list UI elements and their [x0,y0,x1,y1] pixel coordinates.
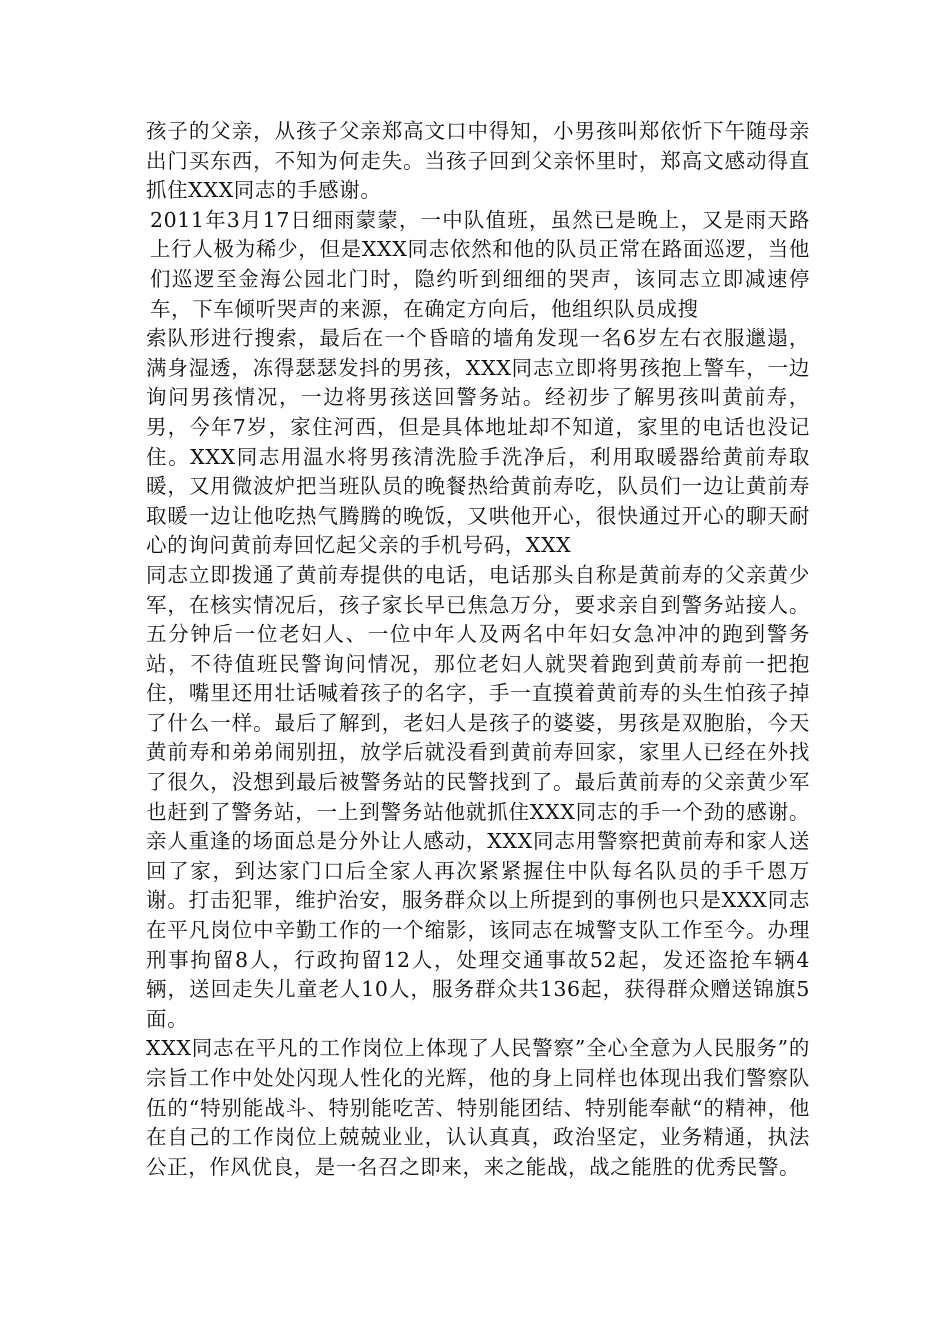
paragraph-5: XXX同志在平凡的工作岗位上体现了人民警察”全心全意为人民服务”的宗旨工作中处处闪现人性化的光辉，他的身上同样也体现出我们警察队伍的“特别能战斗、特别能吃苦、特别能团结、特别能奉献“的精神，他在自己的工作岗位上兢兢业业，认认真真，政治坚定，业务精通，执法公正，作风优良，是一名召之即来，来之能战，战之能胜的优秀民警。 [146,1036,810,1179]
paragraph-2: 2011年3月17日细雨蒙蒙，一中队值班，虽然已是晚上，又是雨天路上行人极为稀少，但是XXX同志依然和他的队员正常在路面巡逻，当他们巡逻至金海公园北门时，隐约听到细细的哭声，该同志立即减速停车，下车倾听哭声的来源，在确定方向后，他组织队员成搜 [150,207,810,321]
paragraph-3: 索队形进行搜索，最后在一个昏暗的墙角发现一名6岁左右衣服邋遢，满身湿透，冻得瑟瑟发抖的男孩，XXX同志立即将男孩抱上警车，一边询问男孩情况，一边将男孩送回警务站。经初步了解男孩叫黄前寿，男，今年7岁，家住河西，但是具体地址却不知道，家里的电话也没记住。XXX同志用温水将男孩清洗脸手洗净后，利用取暖器给黄前寿取暖，又用微波炉把当班队员的晚餐热给黄前寿吃，队员们一边让黄前寿取暖一边让他吃热气腾腾的晚饭，又哄他开心，很快通过开心的聊天耐心的询问黄前寿回忆起父亲的手机号码，XXX [146,326,810,558]
document-body [146,117,810,1182]
paragraph-1: 孩子的父亲，从孩子父亲郑高文口中得知，小男孩叫郑依忻下午随母亲出门买东西，不知为何走失。当孩子回到父亲怀里时，郑高文感动得直抓住XXX同志的手感谢。 [146,119,810,203]
paragraph-4: 同志立即拨通了黄前寿提供的电话，电话那头自称是黄前寿的父亲黄少军，在核实情况后，孩子家长早已焦急万分，要求亲自到警务站接人。五分钟后一位老妇人、一位中年人及两名中年妇女急冲冲的跑到警务站，不待值班民警询问情况，那位老妇人就哭着跑到黄前寿前一把抱住，嘴里还用壮话喊着孩子的名字，手一直摸着黄前寿的头生怕孩子掉了什么一样。最后了解到，老妇人是孩子的婆婆，男孩是双胞胎，今天黄前寿和弟弟闹别扭，放学后就没看到黄前寿回家，家里人已经在外找了很久，没想到最后被警务站的民警找到了。最后黄前寿的父亲黄少军也赶到了警务站，一上到警务站他就抓住XXX同志的手一个劲的感谢。亲人重逢的场面总是分外让人感动，XXX同志用警察把黄前寿和家人送回了家，到达家门口后全家人再次紧紧握住中队每名队员的手千恩万谢。打击犯罪，维护治安，服务群众以上所提到的事例也只是XXX同志在平凡岗位中辛勤工作的一个缩影，该同志在城警支队工作至今。办理刑事拘留8人，行政拘留12人，处理交通事故52起，发还盗抢车辆4辆，送回走失儿童老人10人，服务群众共136起，获得群众赠送锦旗5面。 [146,562,810,1031]
